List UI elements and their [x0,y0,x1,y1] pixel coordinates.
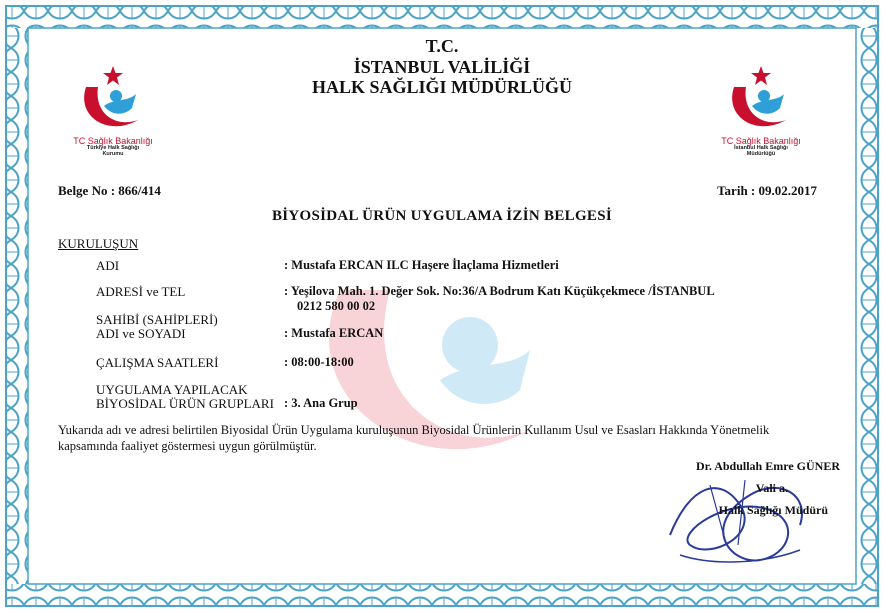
header-directorate: HALK SAĞLIĞI MÜDÜRLÜĞÜ [311,77,573,97]
group-value: : 3. Ana Grup [284,396,358,410]
signatory-name: Dr. Abdullah Emre GÜNER [695,459,840,473]
document-date: Tarih : 09.02.2017 [717,183,817,198]
signature-block [640,455,840,521]
signatory-title1: Vali a. [755,481,788,495]
logo-left-sub1: Türkiye Halk Sağlığı [86,145,140,152]
owner-label-line1: SAHİBİ (SAHİPLERİ) [96,312,218,327]
name-value: : Mustafa ERCAN ILC Haşere İlaçlama Hizmetleri [284,258,559,272]
header-governorship: İSTANBUL VALİLİĞİ [353,57,531,77]
phone-value: 0212 580 00 02 [297,299,376,313]
document-number: Belge No : 866/414 [58,183,161,198]
hours-label: ÇALIŞMA SAATLERİ [96,355,219,370]
logo-left-sub2: Kurumu [102,151,124,158]
address-label: ADRESİ ve TEL [96,284,186,299]
certificate-title: BİYOSİDAL ÜRÜN UYGULAMA İZİN BELGESİ [271,208,613,224]
logo-left-name: TC Sağlık Bakanlığı [73,136,153,146]
section-heading: KURULUŞUN [58,236,139,251]
logo-right-sub2: Müdürlüğü [746,151,776,158]
group-label-line2: BİYOSİDAL ÜRÜN GRUPLARI [96,396,274,411]
address-value: : Yeşilova Mah. 1. Değer Sok. No:36/A Bodrum Katı Küçükçekmece /İSTANBUL [284,284,715,298]
hours-value: : 08:00-18:00 [284,355,354,369]
approval-paragraph: Yukarıda adı ve adresi belirtilen Biyosidal Ürün Uygulama kuruluşunun Biyosidal Ürünlerin Kullanım Usul ve Esasları Hakkında Yönetmelik kapsamında faaliyet göstermesi uygun görülmüştür. [58,423,770,453]
signatory-title2: Halk Sağlığı Müdürü [718,503,828,517]
logo-right-name: TC Sağlık Bakanlığı [721,136,801,146]
owner-label-line2: ADI ve SOYADI [96,326,186,341]
header-tc: T.C. [425,36,459,56]
group-label-line1: UYGULAMA YAPILACAK [96,382,248,397]
logo-right-sub1: İstanbul Halk Sağlığı [734,145,788,152]
owner-value: : Mustafa ERCAN [284,326,384,340]
name-label: ADI [96,258,120,273]
